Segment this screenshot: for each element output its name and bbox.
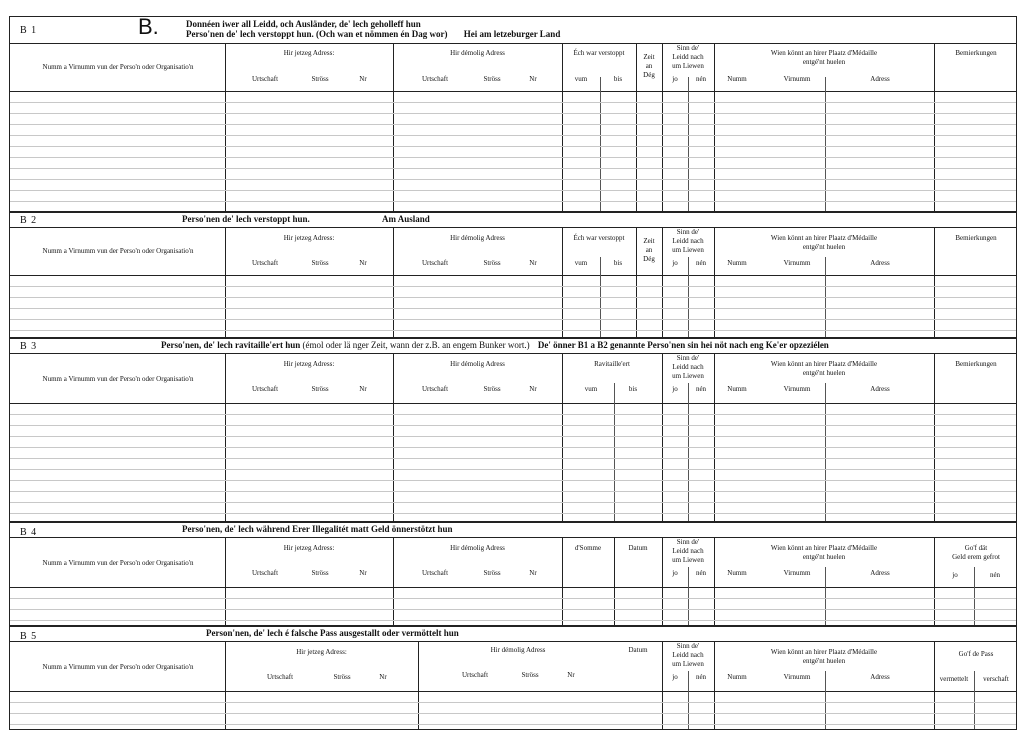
header-sinn-l1: Sinn de' — [676, 44, 700, 52]
section-b2-title-text: Perso'nen de' lech verstoppt hun. — [182, 214, 310, 224]
section-b3-rows[interactable] — [10, 404, 1016, 521]
header-zeit — [636, 53, 662, 80]
section-b1 — [9, 16, 1017, 212]
section-b1-title-line2 — [186, 29, 560, 39]
section-b3-title-note: De' önner B1 a B2 genannte Perso'nen sin hei nöt nach eng Ke'er opzeziélen — [537, 340, 829, 350]
header-nen: nén — [989, 571, 1001, 579]
section-b1-label: B 1 — [20, 25, 38, 36]
header-sinn-l1: Sinn de' — [676, 228, 700, 236]
header-zeit-l1: Zeit — [643, 53, 655, 61]
section-b4 — [9, 522, 1017, 626]
header-medal-l2: entgé'nt huelen — [802, 58, 846, 66]
header-stross: Ströss — [483, 259, 501, 267]
header-virnumm: Virnumm — [783, 673, 811, 681]
header-datum: Datum — [628, 544, 648, 552]
header-jo: jo — [672, 385, 678, 393]
header-adress: Adress — [870, 673, 890, 681]
section-b5-title: Person'nen, de' lech é falsche Pass ausgestallt oder vermöttelt hun — [206, 628, 459, 638]
header-bis: bis — [628, 385, 638, 393]
header-jo: jo — [672, 673, 678, 681]
header-zeit — [636, 237, 662, 264]
header-zeit-l3: Dég — [643, 255, 655, 263]
header-somme: d'Somme — [574, 544, 602, 552]
header-nr: Nr — [359, 569, 367, 577]
header-urtschaft: Urtschaft — [421, 385, 449, 393]
header-medal — [714, 648, 934, 666]
header-numm: Numm — [727, 569, 747, 577]
header-adress: Adress — [870, 75, 890, 83]
header-vum: vum — [584, 385, 598, 393]
header-medal-l2: entgé'nt huelen — [802, 553, 846, 561]
header-name: Numm a Virnumm vun der Perso'n oder Organisatio'n — [42, 247, 194, 255]
section-b4-rows[interactable] — [10, 588, 1016, 625]
header-gof-pass: Go'f de Pass — [958, 650, 994, 658]
section-b2-label: B 2 — [20, 215, 38, 226]
section-b2-rows[interactable] — [10, 276, 1016, 337]
header-urtschaft: Urtschaft — [251, 385, 279, 393]
header-sinn-l3: um Liewen — [672, 372, 704, 380]
header-urtschaft: Urtschaft — [461, 671, 489, 679]
section-b4-label: B 4 — [20, 527, 38, 538]
header-current-address: Hir jetzeg Adress: — [283, 360, 335, 368]
header-nr: Nr — [359, 259, 367, 267]
header-current-address: Hir jetzeg Adress: — [283, 544, 335, 552]
header-name: Numm a Virnumm vun der Perso'n oder Organisatio'n — [42, 63, 194, 71]
header-urtschaft: Urtschaft — [251, 75, 279, 83]
header-medal-l1: Wien könnt an hirer Plaatz d'Médaille — [770, 49, 878, 57]
header-nen: nén — [695, 385, 707, 393]
header-sinn-l1: Sinn de' — [676, 642, 700, 650]
header-nen: nén — [695, 569, 707, 577]
header-sinn-l3: um Liewen — [672, 556, 704, 564]
header-sinn-l2: Leidd nach — [672, 237, 704, 245]
header-medal-l1: Wien könnt an hirer Plaatz d'Médaille — [770, 360, 878, 368]
section-b2 — [9, 212, 1017, 338]
header-stross: Ströss — [311, 75, 329, 83]
header-sinn — [662, 44, 714, 71]
header-nr: Nr — [529, 259, 537, 267]
section-b1-rows[interactable] — [10, 92, 1016, 211]
section-b2-title — [182, 214, 430, 224]
header-sinn-l2: Leidd nach — [672, 547, 704, 555]
header-bis: bis — [613, 259, 623, 267]
header-numm: Numm — [727, 385, 747, 393]
header-urtschaft: Urtschaft — [266, 673, 294, 681]
header-zeit-l2: an — [645, 246, 653, 254]
header-former-address: Hir démolig Adress — [450, 234, 505, 242]
header-bemierkungen: Bemierkungen — [955, 360, 997, 368]
header-stross: Ströss — [311, 569, 329, 577]
header-gof-l2: Geld erem gefrot — [952, 553, 1000, 561]
header-virnumm: Virnumm — [783, 259, 811, 267]
header-sinn-l1: Sinn de' — [676, 538, 700, 546]
header-sinn — [662, 538, 714, 565]
header-bemierkungen: Bemierkungen — [955, 49, 997, 57]
header-nr: Nr — [359, 385, 367, 393]
header-sinn-l3: um Liewen — [672, 62, 704, 70]
header-medal — [714, 49, 934, 67]
header-urtschaft: Urtschaft — [421, 569, 449, 577]
header-medal-l2: entgé'nt huelen — [802, 657, 846, 665]
header-stross: Ströss — [311, 385, 329, 393]
header-stross: Ströss — [483, 75, 501, 83]
header-medal-l2: entgé'nt huelen — [802, 243, 846, 251]
header-vum: vum — [574, 75, 588, 83]
header-current-address: Hir jetzeg Adress: — [283, 234, 335, 242]
header-former-address: Hir démolig Adress — [450, 49, 505, 57]
header-nr: Nr — [529, 385, 537, 393]
header-sinn-l3: um Liewen — [672, 246, 704, 254]
section-b5-rows[interactable] — [10, 692, 1016, 729]
header-medal — [714, 360, 934, 378]
header-sinn — [662, 354, 714, 381]
header-virnumm: Virnumm — [783, 385, 811, 393]
header-urtschaft: Urtschaft — [421, 75, 449, 83]
header-nen: nén — [695, 259, 707, 267]
section-b3-label: B 3 — [20, 341, 38, 352]
header-bemierkungen: Bemierkungen — [955, 234, 997, 242]
header-sinn-l1: Sinn de' — [676, 354, 700, 362]
header-former-address: Hir démolig Adress — [450, 544, 505, 552]
header-stross: Ströss — [483, 385, 501, 393]
header-sinn — [662, 642, 714, 669]
header-verschaft: verschaft — [983, 675, 1009, 683]
header-name: Numm a Virnumm vun der Perso'n oder Organisatio'n — [42, 663, 194, 671]
header-urtschaft: Urtschaft — [421, 259, 449, 267]
header-stross: Ströss — [311, 259, 329, 267]
section-b1-title-line2-text: Perso'nen de' lech verstoppt hun. (Och wan et nömmen én Dag wor) — [186, 29, 448, 39]
header-vum: vum — [574, 259, 588, 267]
header-urtschaft: Urtschaft — [251, 259, 279, 267]
header-medal-l1: Wien könnt an hirer Plaatz d'Médaille — [770, 234, 878, 242]
header-sinn-l2: Leidd nach — [672, 651, 704, 659]
header-nr: Nr — [529, 569, 537, 577]
header-current-address: Hir jetzeg Adress: — [283, 49, 335, 57]
header-hidden: Éch war verstoppt — [573, 49, 625, 57]
header-name: Numm a Virnumm vun der Perso'n oder Organisatio'n — [42, 559, 194, 567]
header-jo: jo — [672, 569, 678, 577]
header-jo: jo — [952, 571, 958, 579]
header-gof-l1: Go'f dät — [964, 544, 988, 552]
header-medal — [714, 544, 934, 562]
header-medal-l1: Wien könnt an hirer Plaatz d'Médaille — [770, 648, 878, 656]
header-medal-l1: Wien könnt an hirer Plaatz d'Médaille — [770, 544, 878, 552]
header-name: Numm a Virnumm vun der Perso'n oder Organisatio'n — [42, 375, 194, 383]
header-former-address: Hir démolig Adress — [450, 360, 505, 368]
header-nen: nén — [695, 75, 707, 83]
header-zeit-l1: Zeit — [643, 237, 655, 245]
section-b5 — [9, 626, 1017, 730]
header-nr: Nr — [379, 673, 387, 681]
header-numm: Numm — [727, 259, 747, 267]
section-b2-title-place: Am Ausland — [382, 214, 430, 224]
header-numm: Numm — [727, 75, 747, 83]
header-zeit-l2: an — [645, 62, 653, 70]
section-b3-title-text: Perso'nen, de' lech ravitaille'ert hun — [161, 340, 301, 350]
header-nr: Nr — [359, 75, 367, 83]
header-zeit-l3: Dég — [643, 71, 655, 79]
section-b4-title: Perso'nen, de' lech während Erer Illegalitét matt Geld önnerstötzt hun — [182, 524, 453, 534]
section-b3-title — [161, 340, 829, 350]
header-adress: Adress — [870, 259, 890, 267]
header-stross: Ströss — [521, 671, 539, 679]
header-ravitaille: Ravitaille'ert — [594, 360, 630, 368]
section-b5-label: B 5 — [20, 631, 38, 642]
header-sinn-l3: um Liewen — [672, 660, 704, 668]
header-nr: Nr — [567, 671, 575, 679]
header-former-address: Hir démolig Adress — [490, 646, 546, 654]
header-hidden: Éch war verstoppt — [573, 234, 625, 242]
header-sinn-l2: Leidd nach — [672, 363, 704, 371]
header-adress: Adress — [870, 569, 890, 577]
header-jo: jo — [672, 259, 678, 267]
header-jo: jo — [672, 75, 678, 83]
header-nr: Nr — [529, 75, 537, 83]
section-b3 — [9, 338, 1017, 522]
header-datum: Datum — [628, 646, 648, 654]
section-b1-title-line2-place: Hei am letzeburger Land — [463, 29, 561, 39]
header-virnumm: Virnumm — [783, 75, 811, 83]
header-gof — [934, 544, 1018, 562]
header-stross: Ströss — [333, 673, 351, 681]
header-bis: bis — [613, 75, 623, 83]
header-sinn — [662, 228, 714, 255]
header-sinn-l2: Leidd nach — [672, 53, 704, 61]
section-b3-title-paren: (émol oder lä nger Zeit, wann der z.B. an engem Bunker wort.) — [302, 340, 530, 350]
header-numm: Numm — [727, 673, 747, 681]
header-current-address: Hir jetzeg Adress: — [296, 648, 347, 656]
header-medal-l2: entgé'nt huelen — [802, 369, 846, 377]
header-nen: nén — [695, 673, 707, 681]
header-virnumm: Virnumm — [783, 569, 811, 577]
header-vermettelt: vermettelt — [939, 675, 969, 683]
header-medal — [714, 234, 934, 252]
header-adress: Adress — [870, 385, 890, 393]
header-stross: Ströss — [483, 569, 501, 577]
section-b-letter: B. — [138, 14, 159, 39]
section-b1-title-line1: Donnéen iwer all Leidd, och Ausländer, de' lech geholleff hun — [186, 19, 421, 29]
header-urtschaft: Urtschaft — [251, 569, 279, 577]
